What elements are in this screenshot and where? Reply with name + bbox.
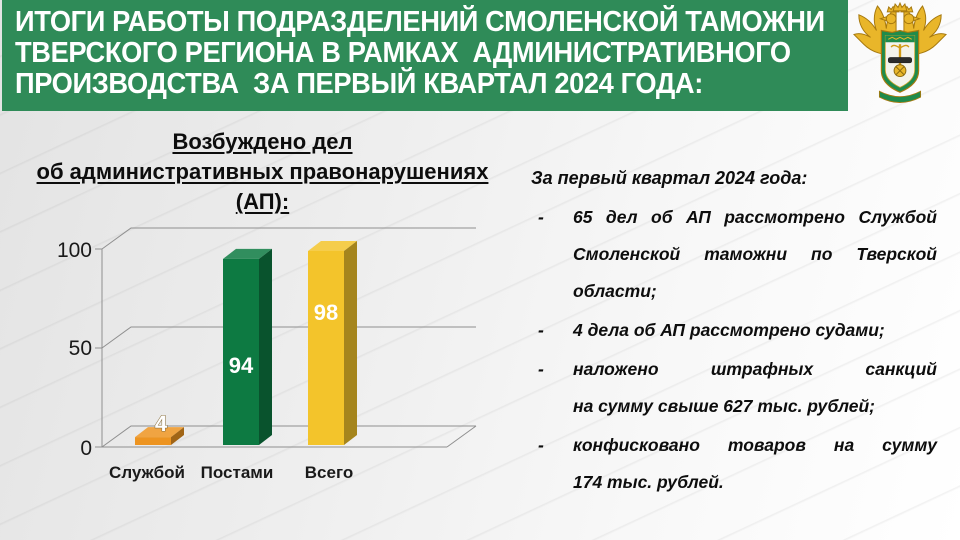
bullet-marker: - xyxy=(538,320,544,340)
header-banner xyxy=(2,0,848,111)
bullet-line: на сумму свыше 627 тыс. рублей; xyxy=(573,396,876,416)
bullet-line: 4 дела об АП рассмотрено судами; xyxy=(573,320,885,340)
bullet-item xyxy=(531,351,937,425)
bullet-line: 65 дел об АП рассмотрено Службой xyxy=(573,207,937,227)
bullet-item xyxy=(531,427,937,501)
bullet-line: 174 тыс. рублей. xyxy=(573,472,724,492)
bar-value-label: 98 xyxy=(313,299,339,325)
bar-front-face xyxy=(223,259,259,445)
bullet-item xyxy=(531,199,937,310)
bullet-item xyxy=(531,312,937,349)
y-axis-tick-label: 50 xyxy=(68,337,92,360)
x-axis-category-label: Постами xyxy=(200,463,274,482)
bar-side-face xyxy=(344,241,357,445)
bullet-line: наложено штрафных санкций xyxy=(573,359,937,379)
bullet-text xyxy=(573,351,937,425)
banner-ribbon xyxy=(879,91,920,102)
bar-front-face xyxy=(308,251,344,445)
eagle-head-left xyxy=(886,14,896,24)
bullet-line: конфисковано товаров на сумму xyxy=(573,435,937,455)
summary-panel xyxy=(531,160,937,501)
slide-title-line: ТВЕРСКОГО РЕГИОНА В РАМКАХ АДМИНИСТРАТИВНОГО xyxy=(15,37,791,69)
chart-gridlines xyxy=(95,228,476,447)
chart-title xyxy=(10,127,515,217)
customs-eagle-emblem-icon xyxy=(851,2,949,108)
bar-value-label: 94 xyxy=(228,352,254,378)
bullet-line: Смоленской таможни по Тверской xyxy=(573,244,937,264)
x-axis-category-label: Службой xyxy=(109,463,185,482)
bullet-text xyxy=(573,199,937,310)
eagle-head-right xyxy=(904,14,914,24)
y-axis-tick-label: 0 xyxy=(80,437,92,460)
bullet-marker: - xyxy=(538,435,544,455)
y-axis-tick-label: 100 xyxy=(56,239,92,262)
chart-title-line: Возбуждено дел xyxy=(172,129,353,154)
bar-side-face xyxy=(259,249,272,445)
slide-title-line: ИТОГИ РАБОТЫ ПОДРАЗДЕЛЕНИЙ СМОЛЕНСКОЙ ТАМОЖНИ xyxy=(15,6,825,38)
summary-heading: За первый квартал 2024 года: xyxy=(531,168,808,188)
bullet-marker: - xyxy=(538,359,544,379)
bar-front-face xyxy=(135,437,171,445)
chart-bars xyxy=(135,241,357,445)
bullet-text xyxy=(573,427,937,501)
x-axis-category-label: Всего xyxy=(304,463,354,482)
bar-value-label: 4 xyxy=(154,411,168,437)
bullet-marker: - xyxy=(538,207,544,227)
torch-barrel xyxy=(888,57,912,62)
bullet-line: области; xyxy=(573,281,657,301)
crown-central xyxy=(893,3,907,11)
bullet-text xyxy=(573,312,937,349)
slide-title-line: ПРОИЗВОДСТВА ЗА ПЕРВЫЙ КВАРТАЛ 2024 ГОДА: xyxy=(15,68,703,100)
chart-title-line: об административных правонарушениях (АП): xyxy=(36,159,489,214)
bar-chart xyxy=(30,225,490,487)
